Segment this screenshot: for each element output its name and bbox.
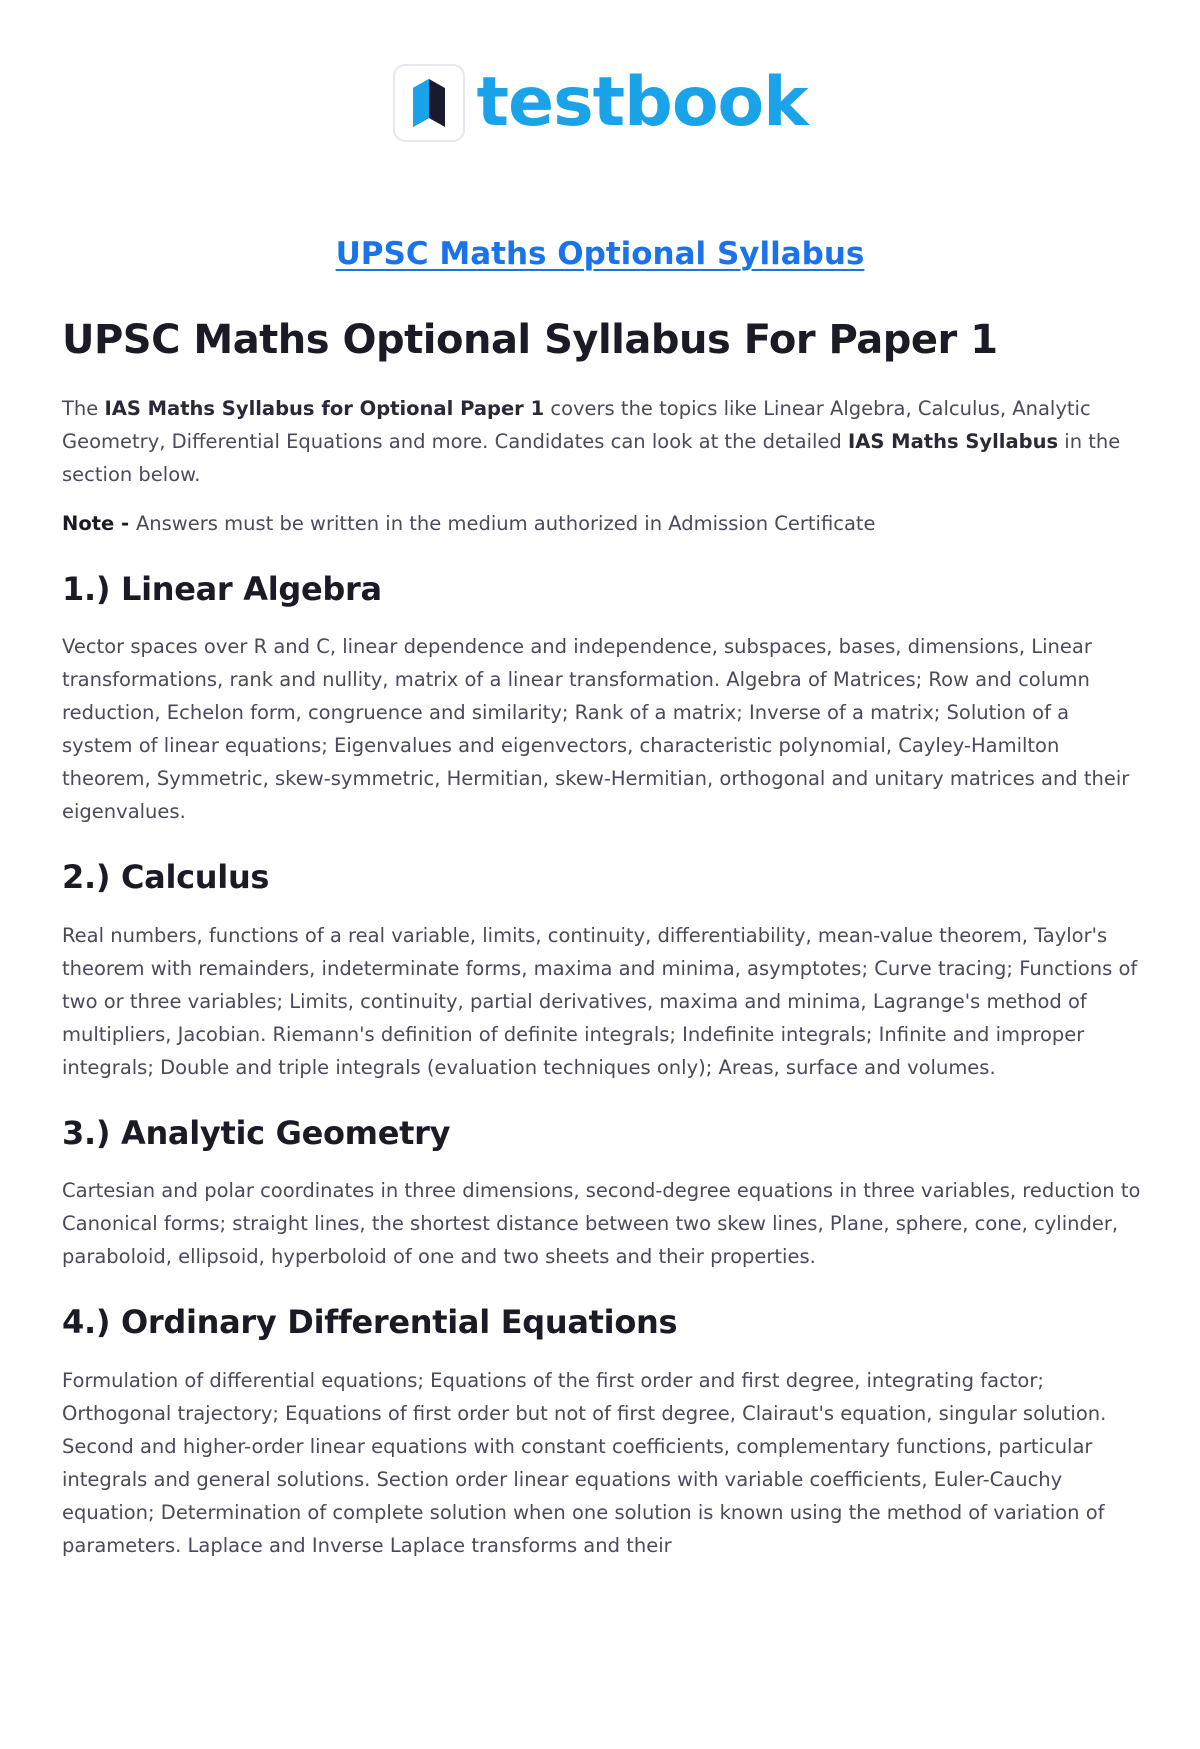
section-heading: 1.) Linear Algebra: [62, 570, 382, 608]
syllabus-title-link[interactable]: UPSC Maths Optional Syllabus: [335, 236, 865, 272]
intro-text-1: The: [62, 397, 105, 420]
intro-bold-1: IAS Maths Syllabus for Optional Paper 1: [104, 397, 545, 420]
intro-paragraph: [62, 392, 1144, 491]
intro-text-3: in the section below.: [62, 430, 1121, 486]
section-body: Vector spaces over R and C, linear dependence and independence, subspaces, bases, dimensions, Linear transformations, rank and nullity, matrix of a linear transformation. Algebra of Matrices; Row and column reduction, Echelon form, congruence and similarity; Rank of a matrix; Inverse of a matrix; Solution of a system of linear equations; Eigenvalues and eigenvectors, characteristic polynomial, Cayley-Hamilton theorem, Symmetric, skew-symmetric, Hermitian, skew-Hermitian, orthogonal and unitary matrices and their eigenvalues.: [62, 635, 1130, 824]
intro-bold-2: IAS Maths Syllabus: [848, 430, 1059, 453]
section-linear-algebra: [62, 570, 1144, 828]
section-analytic-geometry: [62, 1114, 1144, 1273]
section-body: Cartesian and polar coordinates in three dimensions, second-degree equations in three variables, reduction to Canonical forms; straight lines, the shortest distance between two skew lines, Plane, sphere, cone, cylinder, paraboloid, ellipsoid, hyperboloid of one and two sheets and their properties.: [62, 1179, 1141, 1269]
page-heading: UPSC Maths Optional Syllabus For Paper 1: [62, 317, 998, 363]
note-text: Answers must be written in the medium authorized in Admission Certificate: [135, 512, 876, 535]
section-calculus: [62, 858, 1144, 1083]
note-label: Note -: [62, 512, 136, 535]
main-content: [62, 316, 1144, 1592]
testbook-logo[interactable]: [0, 64, 1200, 142]
note-paragraph: [62, 507, 1144, 540]
section-body: Formulation of differential equations; Equations of the first order and first degree, integrating factor; Orthogonal trajectory; Equations of first order but not of first degree, Clairaut's equation, singular solution. Second and higher-order linear equations with constant coefficients, complementary functions, particular integrals and general solutions. Section order linear equations with variable coefficients, Euler-Cauchy equation; Determination of complete solution when one solution is known using the method of variation of parameters. Laplace and Inverse Laplace transforms and their: [62, 1368, 1107, 1557]
intro-text-2: covers the topics like Linear Algebra, Calculus, Analytic Geometry, Differential Equations and more. Candidates can look at the detailed: [62, 397, 1091, 453]
section-ordinary-differential-equations: [62, 1303, 1144, 1561]
section-heading: 2.) Calculus: [62, 858, 270, 897]
section-heading: 4.) Ordinary Differential Equations: [62, 1303, 678, 1342]
section-heading: 3.) Analytic Geometry: [62, 1113, 451, 1152]
section-body: Real numbers, functions of a real variable, limits, continuity, differentiability, mean-value theorem, Taylor's theorem with remainders, indeterminate forms, maxima and minima, asymptotes; Curve tracing; Functions of two or three variables; Limits, continuity, partial derivatives, maxima and minima, Lagrange's method of multipliers, Jacobian. Riemann's definition of definite integrals; Indefinite integrals; Infinite and improper integrals; Double and triple integrals (evaluation techniques only); Areas, surface and volumes.: [62, 923, 1138, 1079]
testbook-logo-mark-icon: [393, 64, 465, 142]
testbook-wordmark: testbook: [476, 63, 808, 142]
